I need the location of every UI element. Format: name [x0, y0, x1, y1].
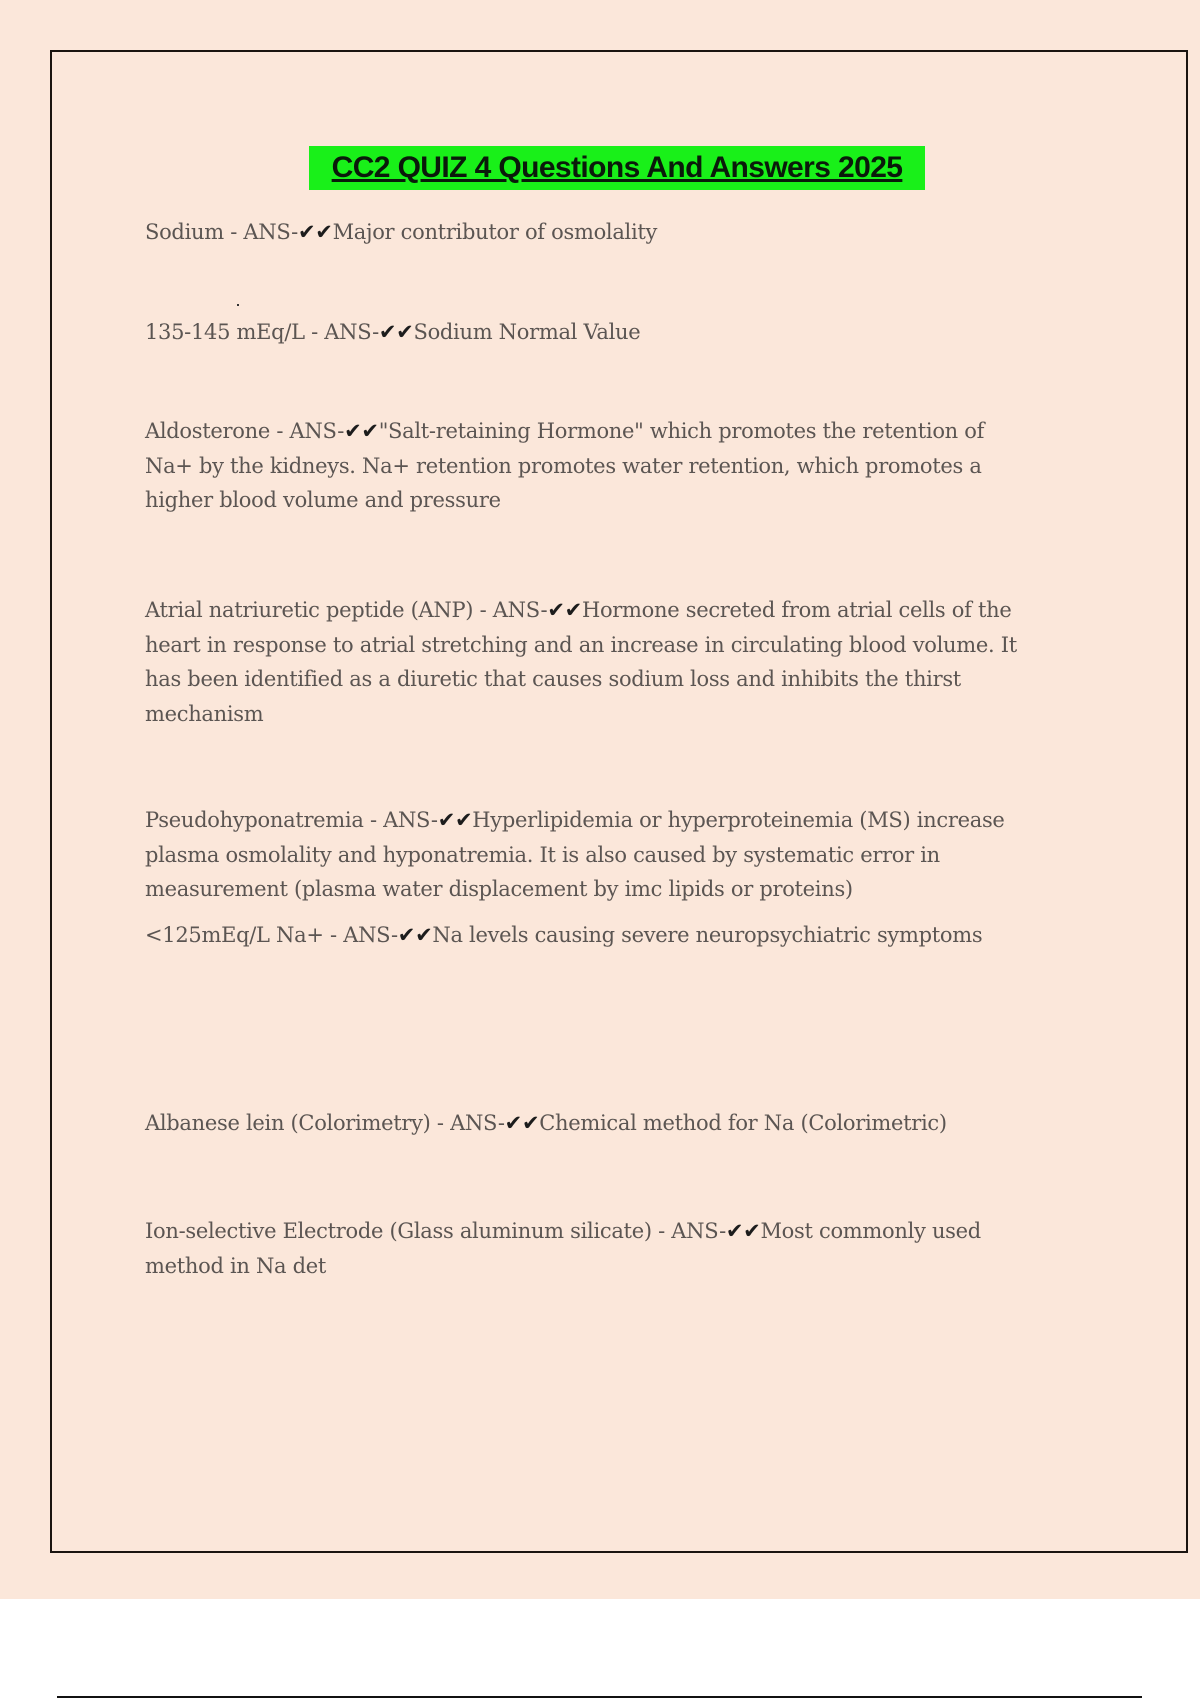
qa-line — [145, 449, 1105, 484]
answer-text: measurement (plasma water displacement by imc lipids or proteins) — [145, 877, 853, 901]
answer-separator: - ANS- — [269, 419, 345, 443]
qa-item — [145, 803, 1105, 907]
answer-text: heart in response to atrial stretching and an increase in circulating blood volume. It — [145, 632, 1017, 657]
answer-text: Most commonly used — [760, 1219, 981, 1243]
qa-line — [145, 1106, 1105, 1141]
answer-text: higher blood volume and pressure — [145, 488, 501, 512]
check-icon: ✔✔ — [547, 598, 582, 622]
question-term: Albanese lein (Colorimetry) — [145, 1111, 431, 1135]
qa-item — [145, 1214, 1105, 1283]
answer-text: Hormone secreted from atrial cells of the — [581, 598, 1012, 622]
qa-item — [145, 414, 1105, 518]
qa-line — [145, 628, 1105, 663]
qa-line — [145, 1249, 1105, 1284]
qa-line — [145, 1214, 1105, 1249]
qa-line — [145, 593, 1105, 628]
answer-separator: - ANS- — [223, 220, 298, 244]
answer-text: Sodium Normal Value — [413, 320, 641, 344]
answer-text: Hyperlipidemia or hyperproteinemia (MS) increase — [472, 808, 1005, 832]
answer-separator: - ANS- — [430, 1111, 505, 1135]
answer-text: Major contributor of osmolality — [332, 220, 658, 244]
qa-item — [145, 918, 1105, 953]
stray-dot — [237, 304, 239, 306]
check-icon: ✔✔ — [378, 320, 414, 344]
answer-text: Na+ by the kidneys. Na+ retention promotes water retention, which promotes a — [145, 453, 982, 478]
answer-separator: - ANS- — [304, 320, 379, 344]
qa-item — [145, 315, 1105, 350]
qa-item — [145, 1106, 1105, 1141]
qa-line — [145, 803, 1105, 838]
answer-text: method in Na det — [145, 1253, 327, 1278]
answer-separator: - ANS- — [473, 598, 548, 622]
qa-line — [145, 414, 1105, 449]
question-term: Sodium — [145, 220, 224, 244]
qa-item — [145, 215, 1105, 250]
answer-text: "Salt-retaining Hormone" which promotes the retention of — [378, 419, 985, 443]
qa-line — [145, 838, 1105, 873]
check-icon: ✔✔ — [297, 220, 333, 244]
qa-line — [145, 918, 1105, 953]
answer-separator: - ANS- — [363, 808, 438, 832]
question-term: Ion-selective Electrode (Glass aluminum silicate) — [145, 1219, 652, 1243]
qa-item — [145, 593, 1105, 731]
answer-text: mechanism — [145, 701, 264, 726]
qa-line — [145, 483, 1105, 518]
answer-text: Na levels causing severe neuropsychiatric symptoms — [432, 923, 983, 947]
answer-text: plasma osmolality and hyponatremia. It is also caused by systematic error in — [145, 842, 940, 867]
qa-line — [145, 872, 1105, 907]
check-icon: ✔✔ — [397, 923, 433, 947]
answer-text: has been identified as a diuretic that causes sodium loss and inhibits the thirst — [145, 667, 961, 691]
check-icon: ✔✔ — [437, 808, 473, 832]
page-border — [50, 50, 1188, 1553]
qa-line — [145, 697, 1105, 732]
document-title: CC2 QUIZ 4 Questions And Answers 2025 — [309, 146, 925, 190]
answer-separator: - ANS- — [323, 923, 398, 947]
question-term: <125mEq/L Na+ — [145, 923, 324, 947]
question-term: Atrial natriuretic peptide (ANP) — [145, 598, 474, 622]
bottom-divider — [57, 1696, 1142, 1698]
check-icon: ✔✔ — [725, 1219, 761, 1243]
answer-separator: - ANS- — [651, 1219, 726, 1243]
check-icon: ✔✔ — [504, 1111, 540, 1135]
qa-line — [145, 215, 1105, 250]
question-term: 135-145 mEq/L — [145, 320, 305, 344]
qa-line — [145, 662, 1105, 697]
answer-text: Chemical method for Na (Colorimetric) — [539, 1111, 947, 1135]
check-icon: ✔✔ — [344, 419, 379, 443]
qa-line — [145, 315, 1105, 350]
question-term: Pseudohyponatremia — [145, 808, 364, 832]
question-term: Aldosterone — [145, 419, 270, 443]
